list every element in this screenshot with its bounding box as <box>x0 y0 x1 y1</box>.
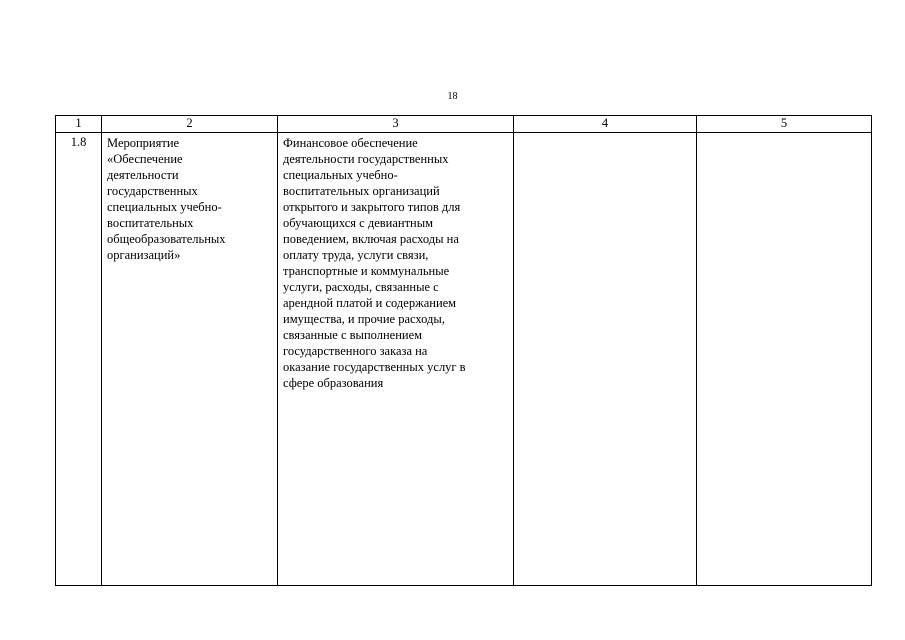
column-4-cell <box>514 133 697 586</box>
page-number: 18 <box>447 91 458 102</box>
row-number-cell: 1.8 <box>56 133 102 586</box>
column-header-1: 1 <box>56 116 102 133</box>
measure-description-cell: Финансовое обеспечение деятельности государственных специальных учебно- воспитательных организаций открытого и закрытого типов для обучающихся с девиантным поведением, включая расходы на оплату труда, услуги связи, транспортные и коммунальные услуги, расходы, связанные с арендной платой и содержанием имущества, и прочие расходы, связанные с выполнением государственного заказа на оказание государственных услуг в сфере образования <box>278 133 514 586</box>
table-header-row <box>56 116 872 133</box>
column-header-2: 2 <box>102 116 278 133</box>
measures-table <box>55 115 872 586</box>
column-5-cell <box>697 133 872 586</box>
measure-name-cell: Мероприятие «Обеспечение деятельности государственных специальных учебно- воспитательных общеобразовательных организаций» <box>102 133 278 586</box>
column-header-5: 5 <box>697 116 872 133</box>
column-header-3: 3 <box>278 116 514 133</box>
table-row <box>56 133 872 586</box>
column-header-4: 4 <box>514 116 697 133</box>
